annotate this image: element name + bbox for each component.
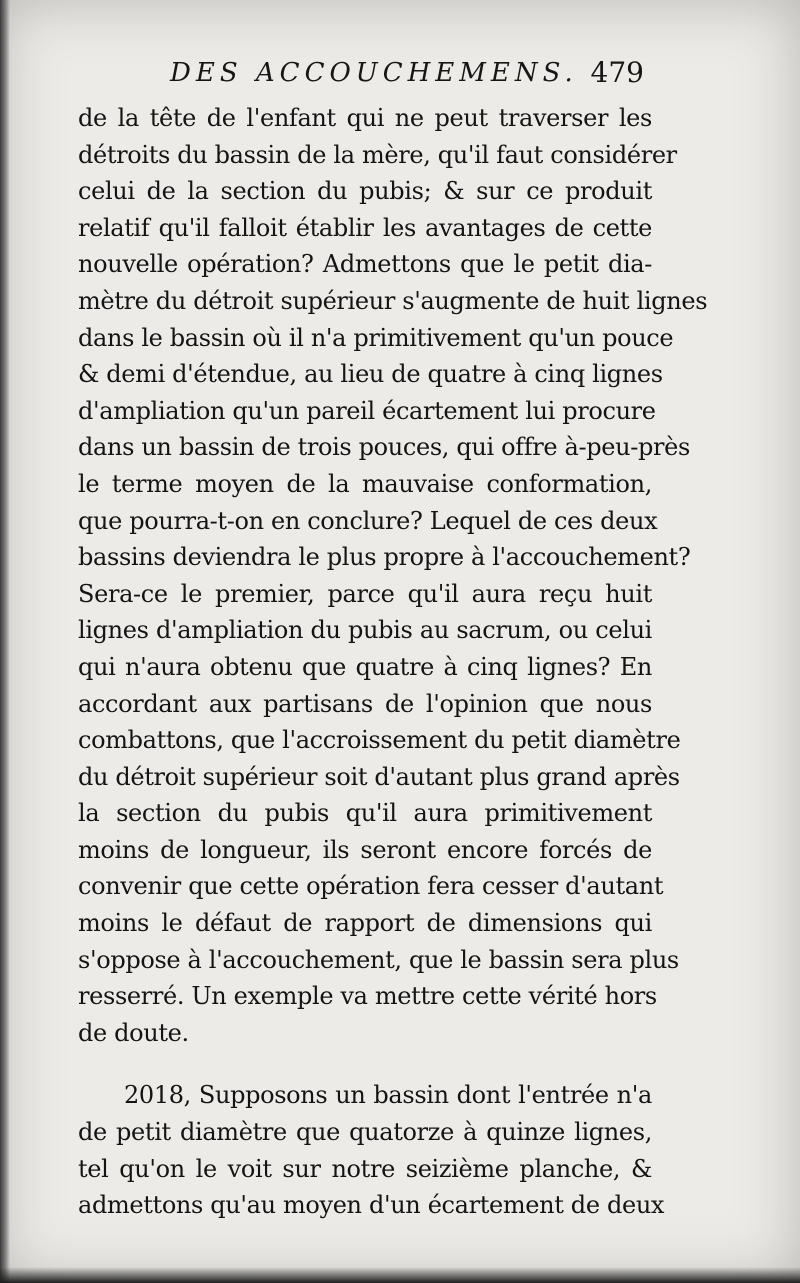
text-line: tel qu'on le voit sur notre seizième planche, & <box>78 1154 652 1183</box>
text-line: moins de longueur, ils seront encore forcés de <box>78 835 652 864</box>
text-line: relatif qu'il falloit établir les avantages de cette <box>78 213 652 242</box>
text-line: dans un bassin de trois pouces, qui offre à-peu-près <box>78 433 690 462</box>
text-line: de doute. <box>78 1018 189 1047</box>
paragraph-continued <box>78 100 708 1051</box>
paragraph-2018 <box>78 1077 665 1223</box>
text-line: la section du pubis qu'il aura primitivement <box>78 799 652 828</box>
text-line: convenir que cette opération fera cesser d'autant <box>78 872 664 901</box>
text-line: nouvelle opération? Admettons que le petit dia- <box>78 250 652 279</box>
text-line: & demi d'étendue, au lieu de quatre à cinq lignes <box>78 360 663 389</box>
text-line: dans le bassin où il n'a primitivement qu'un pouce <box>78 323 674 352</box>
text-line: Sera-ce le premier, parce qu'il aura reçu huit <box>78 579 652 608</box>
text-line: détroits du bassin de la mère, qu'il faut considérer <box>78 140 677 169</box>
text-line: moins le défaut de rapport de dimensions qui <box>78 909 652 938</box>
text-line: d'ampliation qu'un pareil écartement lui procure <box>78 396 656 425</box>
text-line: accordant aux partisans de l'opinion que nous <box>78 689 652 718</box>
text-line: admettons qu'au moyen d'un écartement de deux <box>78 1191 665 1220</box>
text-line: bassins deviendra le plus propre à l'accouchement? <box>78 543 691 572</box>
text-line: mètre du détroit supérieur s'augmente de huit lignes <box>78 286 708 315</box>
page-bottom-shadow <box>0 1267 800 1283</box>
text-line: s'oppose à l'accouchement, que le bassin sera plus <box>78 945 679 974</box>
text-line: du détroit supérieur soit d'autant plus grand après <box>78 762 680 791</box>
text-line: le terme moyen de la mauvaise conformation, <box>78 469 652 498</box>
text-line: resserré. Un exemple va mettre cette vérité hors <box>78 982 657 1011</box>
page-header <box>170 52 650 96</box>
text-line: combattons, que l'accroissement du petit diamètre <box>78 726 681 755</box>
page-gutter-shadow <box>0 0 10 1283</box>
page-number: 479 <box>590 56 644 89</box>
text-line: celui de la section du pubis; & sur ce produit <box>78 177 652 206</box>
text-line: qui n'aura obtenu que quatre à cinq lignes? En <box>78 652 652 681</box>
text-line: de petit diamètre que quatorze à quinze lignes, <box>78 1118 652 1147</box>
body-text <box>78 100 708 1224</box>
text-line: que pourra-t-on en conclure? Lequel de ces deux <box>78 506 658 535</box>
running-head: DES ACCOUCHEMENS. <box>170 58 578 88</box>
paragraph-spacer <box>78 1051 652 1077</box>
text-line: 2018, Supposons un bassin dont l'entrée n'a <box>124 1081 652 1110</box>
text-line: lignes d'ampliation du pubis au sacrum, ou celui <box>78 616 652 645</box>
text-line: de la tête de l'enfant qui ne peut traverser les <box>78 104 652 132</box>
